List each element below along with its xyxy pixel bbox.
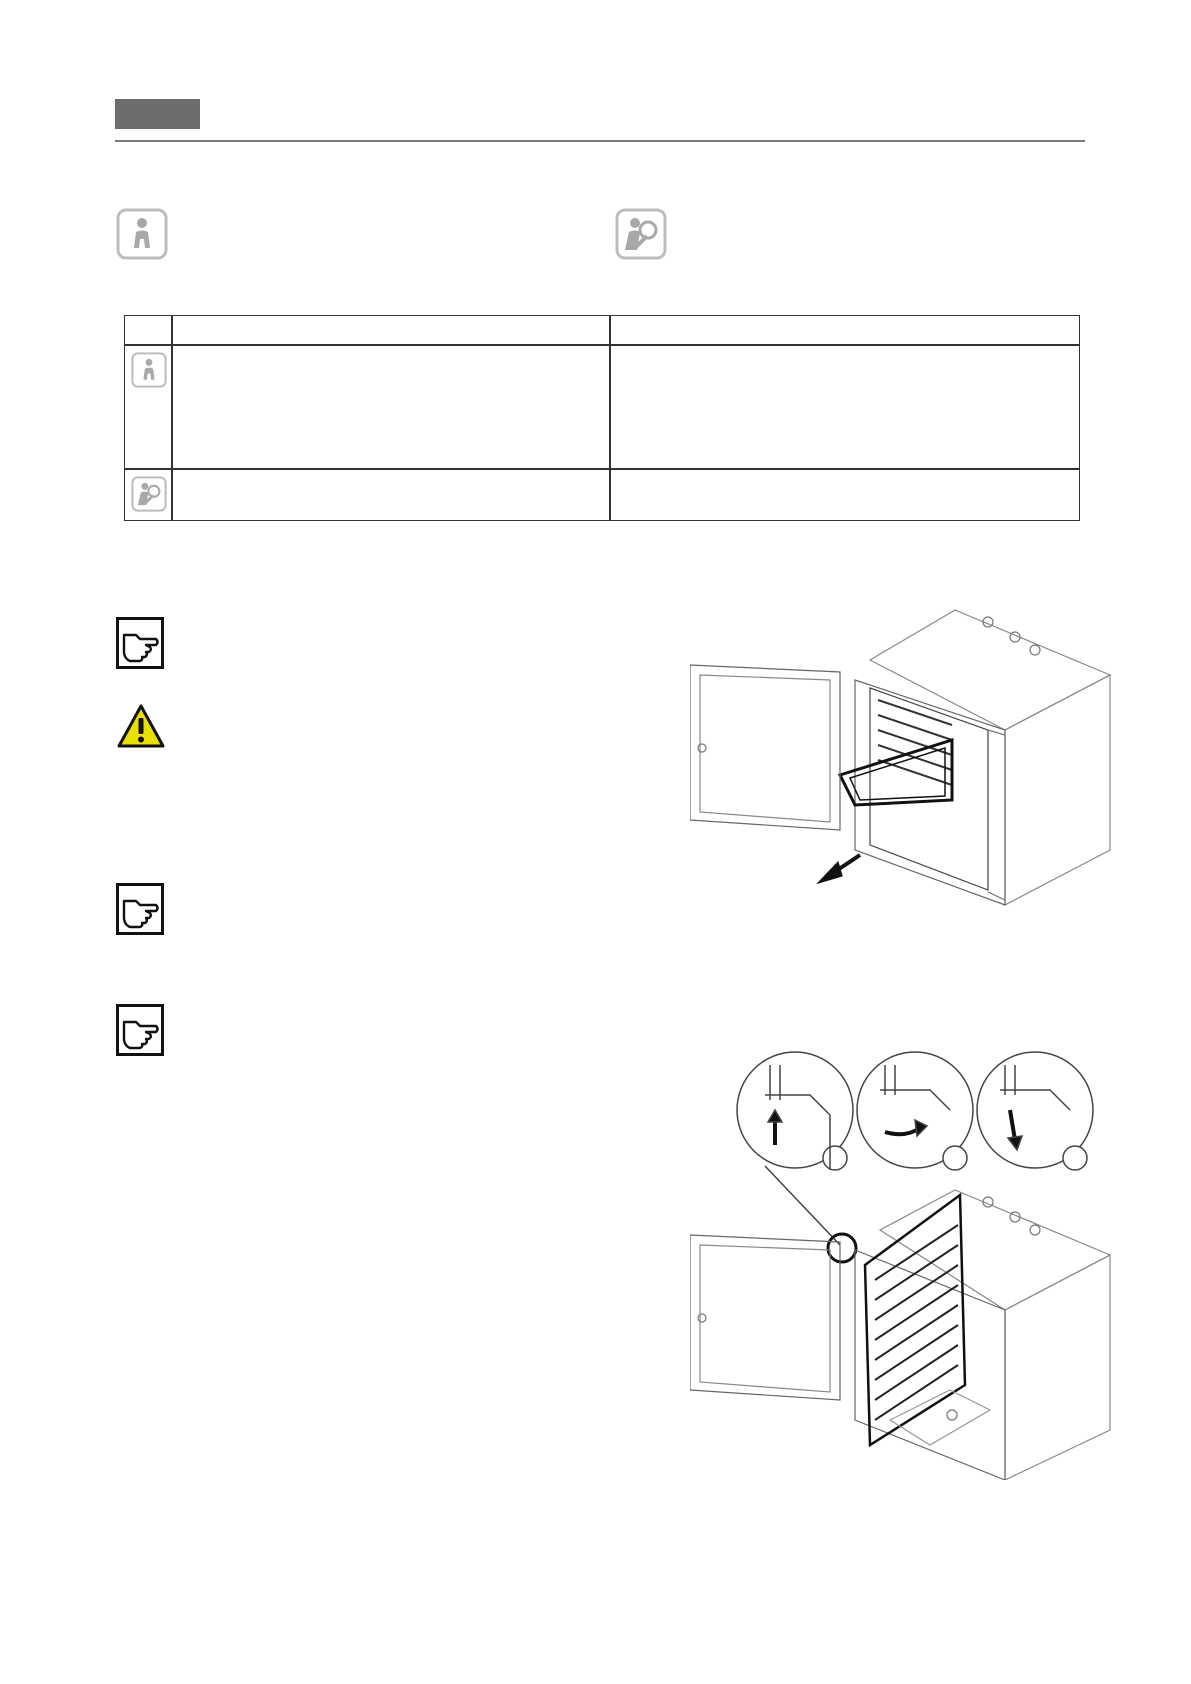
person-icon: [131, 352, 167, 388]
header-divider: [115, 140, 1085, 142]
oven-open-tray-removal-illustration: [690, 600, 1120, 915]
technician-icon: [131, 476, 167, 512]
pointing-hand-icon: [116, 883, 164, 935]
pointing-hand-icon: [116, 617, 164, 669]
roles-table: [124, 315, 1080, 521]
oven-rack-release-illustration: [690, 1160, 1120, 1480]
technician-icon: [615, 208, 667, 260]
pointing-hand-icon: [116, 1004, 164, 1056]
warning-triangle-icon: [116, 703, 166, 749]
person-icon: [116, 208, 168, 260]
section-tab: [115, 99, 200, 129]
